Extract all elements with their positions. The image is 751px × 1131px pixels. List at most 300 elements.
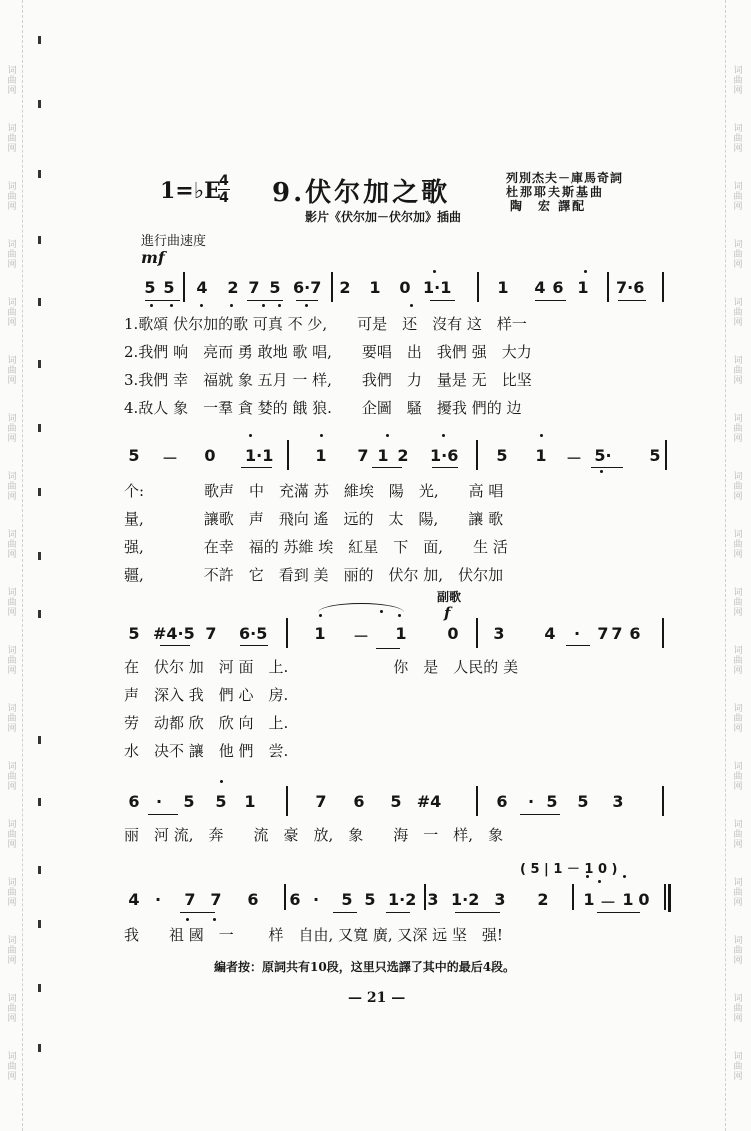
margin-watermark <box>733 298 743 328</box>
jianpu-note: #4·5 <box>153 624 195 643</box>
lyric-line: 个: 歌声 中 充滿 苏 維埃 陽 光, 高 唱 <box>124 482 504 500</box>
margin-watermark-char: 词 <box>733 66 743 76</box>
margin-watermark-char: 网 <box>7 840 17 850</box>
beam-line <box>618 300 646 301</box>
scan-mark <box>38 798 41 806</box>
margin-watermark-char: 网 <box>733 1072 743 1082</box>
jianpu-note: #4 <box>416 792 442 811</box>
scan-mark <box>38 424 41 432</box>
octave-dot <box>186 918 189 921</box>
margin-watermark <box>7 646 17 676</box>
jianpu-note: 1 <box>315 446 327 465</box>
octave-dot <box>600 470 603 473</box>
margin-watermark-char: 网 <box>733 144 743 154</box>
margin-watermark-char: 词 <box>733 1052 743 1062</box>
jianpu-note: 5 <box>546 792 558 811</box>
margin-watermark-char: 网 <box>733 550 743 560</box>
jianpu-note: 6 <box>629 624 641 643</box>
beam-line <box>145 300 180 301</box>
margin-watermark-char: 网 <box>7 144 17 154</box>
jianpu-note: 5 <box>496 446 508 465</box>
jianpu-note: 7 <box>184 890 196 909</box>
lyric-line: 疆, 不許 它 看到 美 丽的 伏尔 加, 伏尔加 <box>124 566 504 584</box>
margin-watermark-char: 曲 <box>7 1004 17 1014</box>
lyric-line: 我 祖 國 一 样 自由, 又寬 廣, 又深 远 坚 强! <box>124 926 503 944</box>
time-top: 4 <box>219 173 229 189</box>
jianpu-note: 6 <box>128 792 140 811</box>
jianpu-note: 0 <box>204 446 216 465</box>
margin-watermark-char: 词 <box>733 820 743 830</box>
margin-watermark <box>733 646 743 676</box>
jianpu-note: · <box>573 624 581 643</box>
jianpu-note: · <box>527 792 535 811</box>
margin-watermark-char: 网 <box>733 608 743 618</box>
lyric-line: 强, 在幸 福的 苏維 埃 紅星 下 面, 生 活 <box>124 538 508 556</box>
jianpu-note: 7 <box>205 624 217 643</box>
bar-line <box>286 786 288 816</box>
octave-dot <box>386 434 389 437</box>
margin-watermark-char: 曲 <box>7 830 17 840</box>
margin-watermark <box>733 820 743 850</box>
margin-watermark-char: 网 <box>733 434 743 444</box>
margin-watermark <box>733 588 743 618</box>
scan-mark <box>38 866 41 874</box>
jianpu-note: 5 <box>390 792 402 811</box>
jianpu-note: 0 <box>638 890 650 909</box>
margin-watermark <box>7 414 17 444</box>
margin-watermark-char: 网 <box>7 260 17 270</box>
jianpu-note: · <box>312 890 320 909</box>
jianpu-note: 1 <box>622 890 634 909</box>
margin-watermark-char: 曲 <box>733 830 743 840</box>
margin-watermark-char: 网 <box>7 492 17 502</box>
scan-mark <box>38 360 41 368</box>
beam-line <box>180 912 215 913</box>
octave-dot <box>623 875 626 878</box>
margin-watermark <box>733 356 743 386</box>
margin-watermark-char: 网 <box>7 376 17 386</box>
octave-dot <box>220 780 223 783</box>
time-bottom: 4 <box>219 190 229 206</box>
margin-watermark <box>733 472 743 502</box>
margin-watermark-char: 曲 <box>7 598 17 608</box>
beam-line <box>240 645 268 646</box>
margin-watermark-char: 曲 <box>7 308 17 318</box>
margin-watermark-char: 曲 <box>733 1062 743 1072</box>
margin-watermark-char: 曲 <box>7 366 17 376</box>
margin-watermark-char: 曲 <box>7 482 17 492</box>
margin-watermark-char: 网 <box>7 318 17 328</box>
margin-watermark-char: 曲 <box>7 888 17 898</box>
scan-mark <box>38 100 41 108</box>
final-bar <box>668 884 671 912</box>
lyric-line: 在 伏尔 加 河 面 上. 你 是 人民的 美 <box>124 658 519 676</box>
bar-line <box>665 440 667 470</box>
margin-watermark-char: 词 <box>7 530 17 540</box>
margin-watermark-char: 词 <box>733 182 743 192</box>
beam-line <box>247 300 283 301</box>
bar-line <box>662 272 664 302</box>
margin-watermark-char: 曲 <box>7 772 17 782</box>
scan-mark <box>38 610 41 618</box>
margin-watermark-char: 网 <box>733 840 743 850</box>
jianpu-note: 5 <box>364 890 376 909</box>
scan-mark <box>38 984 41 992</box>
margin-watermark-char: 词 <box>7 936 17 946</box>
jianpu-note: 1 <box>497 278 509 297</box>
margin-watermark-char: 曲 <box>733 772 743 782</box>
margin-watermark <box>7 298 17 328</box>
margin-watermark-char: 曲 <box>733 424 743 434</box>
margin-watermark-char: 曲 <box>7 424 17 434</box>
margin-watermark-char: 词 <box>7 994 17 1004</box>
octave-dot <box>305 304 308 307</box>
scan-mark <box>38 736 41 744</box>
margin-watermark-char: 网 <box>733 1014 743 1024</box>
jianpu-note: 1·2 <box>451 890 480 909</box>
margin-watermark-char: 曲 <box>733 134 743 144</box>
octave-dot <box>320 434 323 437</box>
margin-watermark-char: 词 <box>733 356 743 366</box>
margin-watermark <box>7 936 17 966</box>
jianpu-note: 5 <box>649 446 661 465</box>
jianpu-note: 5 <box>341 890 353 909</box>
margin-watermark-char: 曲 <box>733 540 743 550</box>
lyric-line: 声 深入 我 們 心 房. <box>124 686 289 704</box>
margin-watermark-char: 网 <box>733 724 743 734</box>
song-title: 9.伏尔加之歌 <box>272 178 451 208</box>
margin-watermark-char: 词 <box>733 240 743 250</box>
jianpu-note: 1·6 <box>430 446 459 465</box>
jianpu-note: 5 <box>128 624 140 643</box>
margin-watermark-char: 曲 <box>7 946 17 956</box>
margin-watermark-char: 词 <box>7 762 17 772</box>
margin-watermark-char: 曲 <box>7 134 17 144</box>
jianpu-note: 3 <box>612 792 624 811</box>
margin-watermark-char: 网 <box>733 898 743 908</box>
lyric-line: 4.敌人 象 一羣 貪 婪的 餓 狼. 企圖 騷 擾我 們的 边 <box>124 399 522 417</box>
beam-line <box>333 912 357 913</box>
jianpu-note: 0 <box>399 278 411 297</box>
bar-line <box>331 272 333 302</box>
margin-watermark <box>733 994 743 1024</box>
margin-watermark-char: 词 <box>733 530 743 540</box>
time-signature <box>216 174 232 205</box>
lyric-line: 劳 动都 欣 欣 向 上. <box>124 714 289 732</box>
octave-dot <box>598 880 601 883</box>
margin-watermark-char: 曲 <box>7 656 17 666</box>
jianpu-note: 7·6 <box>616 278 645 297</box>
credit-lyricist: 列別杰夫－庫馬奇詞 <box>506 171 624 185</box>
margin-watermark-char: 词 <box>7 1052 17 1062</box>
jianpu-note: 1 <box>369 278 381 297</box>
jianpu-note: 7 <box>357 446 369 465</box>
jianpu-note: 1 <box>314 624 326 643</box>
octave-dot <box>584 270 587 273</box>
margin-watermark <box>7 356 17 386</box>
dynamic-mf: mf <box>141 248 165 267</box>
margin-watermark <box>7 820 17 850</box>
margin-watermark-char: 曲 <box>733 1004 743 1014</box>
octave-dot <box>410 304 413 307</box>
octave-dot <box>200 304 203 307</box>
bar-line <box>287 440 289 470</box>
bar-line <box>476 786 478 816</box>
margin-watermark-char: 网 <box>7 666 17 676</box>
margin-watermark <box>733 1052 743 1082</box>
bar-line <box>662 786 664 816</box>
lyric-line: 丽 河 流, 奔 流 豪 放, 象 海 一 样, 象 <box>124 826 504 844</box>
scan-mark <box>38 488 41 496</box>
margin-watermark <box>7 530 17 560</box>
bar-line <box>183 272 185 302</box>
jianpu-note: 2 <box>227 278 239 297</box>
margin-watermark-char: 词 <box>7 182 17 192</box>
margin-watermark <box>733 124 743 154</box>
margin-watermark-char: 词 <box>733 472 743 482</box>
jianpu-note: 6·5 <box>239 624 268 643</box>
credits <box>506 171 666 213</box>
margin-watermark-char: 网 <box>7 898 17 908</box>
margin-watermark-char: 曲 <box>733 76 743 86</box>
margin-watermark <box>733 530 743 560</box>
margin-watermark-char: 曲 <box>733 366 743 376</box>
jianpu-note: 5 <box>128 446 140 465</box>
margin-watermark-char: 网 <box>733 202 743 212</box>
credit-composer: 杜那耶夫斯基曲 <box>506 185 605 199</box>
jianpu-note: 7 <box>597 624 609 643</box>
margin-watermark-char: 网 <box>733 376 743 386</box>
scan-mark <box>38 1044 41 1052</box>
jianpu-note: 6 <box>247 890 259 909</box>
key-signature <box>160 178 221 204</box>
margin-watermark-char: 网 <box>7 724 17 734</box>
margin-watermark-char: 网 <box>733 782 743 792</box>
margin-watermark-char: 曲 <box>733 656 743 666</box>
bar-line <box>286 618 288 648</box>
lyric-line: 2.我們 响 亮而 勇 敢地 歌 唱, 要唱 出 我們 强 大力 <box>124 343 532 361</box>
jianpu-note: 6 <box>353 792 365 811</box>
jianpu-note: 7 <box>315 792 327 811</box>
bar-line <box>664 884 666 910</box>
jianpu-note: 5 <box>269 278 281 297</box>
margin-watermark <box>7 588 17 618</box>
beam-line <box>432 467 458 468</box>
margin-watermark-char: 词 <box>733 646 743 656</box>
margin-watermark-char: 网 <box>7 1014 17 1024</box>
margin-watermark-char: 词 <box>7 66 17 76</box>
margin-watermark-char: 网 <box>733 956 743 966</box>
tie-arc <box>318 603 404 622</box>
beam-line <box>566 645 590 646</box>
jianpu-note: 5 <box>577 792 589 811</box>
jianpu-note: 2 <box>537 890 549 909</box>
octave-dot <box>540 434 543 437</box>
jianpu-note: 3 <box>493 624 505 643</box>
margin-watermark-char: 词 <box>733 414 743 424</box>
margin-watermark-char: 网 <box>7 86 17 96</box>
beam-line <box>597 912 640 913</box>
jianpu-note: 0 <box>447 624 459 643</box>
beam-line <box>591 467 623 468</box>
beam-line <box>520 814 560 815</box>
margin-watermark-char: 词 <box>733 762 743 772</box>
octave-dot <box>249 434 252 437</box>
jianpu-note: － <box>161 449 178 468</box>
margin-watermark-char: 曲 <box>7 192 17 202</box>
margin-watermark <box>733 936 743 966</box>
bar-line <box>662 618 664 648</box>
margin-watermark-char: 曲 <box>733 192 743 202</box>
margin-watermark <box>7 704 17 734</box>
margin-watermark <box>733 414 743 444</box>
footnote: 編者按：原詞共有10段，这里只选譯了其中的最后4段。 <box>214 960 516 974</box>
jianpu-note: 1 <box>377 446 389 465</box>
lyric-line: 水 决不 讓 他 們 尝. <box>124 742 289 760</box>
beam-line <box>372 467 402 468</box>
margin-watermark-char: 曲 <box>733 714 743 724</box>
jianpu-note: 1·2 <box>388 890 417 909</box>
margin-watermark-char: 词 <box>733 588 743 598</box>
beam-line <box>241 467 272 468</box>
octave-dot <box>442 434 445 437</box>
key-text: 1=♭E <box>160 178 221 204</box>
margin-watermark-char: 词 <box>733 704 743 714</box>
margin-watermark-char: 网 <box>7 434 17 444</box>
margin-watermark <box>7 240 17 270</box>
scan-mark <box>38 920 41 928</box>
octave-dot <box>230 304 233 307</box>
margin-watermark-char: 网 <box>7 782 17 792</box>
bar-line <box>477 272 479 302</box>
margin-watermark-char: 曲 <box>7 1062 17 1072</box>
margin-watermark <box>733 878 743 908</box>
page-number: — 21 — <box>348 990 406 1006</box>
scan-mark <box>38 552 41 560</box>
jianpu-note: 6 <box>496 792 508 811</box>
beam-line <box>376 648 400 649</box>
margin-watermark <box>733 66 743 96</box>
margin-watermark-char: 词 <box>733 298 743 308</box>
jianpu-note: 5 <box>144 278 156 297</box>
bar-line <box>572 884 574 910</box>
dynamic-f: f <box>444 604 451 622</box>
jianpu-note: － <box>352 627 369 646</box>
margin-watermark <box>7 472 17 502</box>
scan-mark <box>38 170 41 178</box>
margin-watermark-char: 网 <box>7 608 17 618</box>
margin-watermark-char: 网 <box>733 260 743 270</box>
lyric-line: 量, 讓歌 声 飛向 遙 远的 太 陽, 讓 歌 <box>124 510 504 528</box>
margin-watermark-char: 词 <box>733 878 743 888</box>
tempo-marking: 進行曲速度 <box>141 234 207 249</box>
jianpu-note: 4 <box>196 278 208 297</box>
jianpu-note: 4 <box>128 890 140 909</box>
margin-watermark-char: 网 <box>7 1072 17 1082</box>
margin-watermark-char: 词 <box>7 588 17 598</box>
jianpu-note: 7 <box>210 890 222 909</box>
margin-watermark-char: 网 <box>733 492 743 502</box>
margin-watermark-char: 词 <box>7 356 17 366</box>
margin-watermark-char: 词 <box>733 936 743 946</box>
song-subtitle: 影片《伏尔加－伏尔加》插曲 <box>305 210 462 224</box>
margin-watermark-char: 曲 <box>733 888 743 898</box>
margin-watermark-char: 曲 <box>733 946 743 956</box>
jianpu-note: 6 <box>552 278 564 297</box>
jianpu-note: 1·1 <box>245 446 274 465</box>
margin-watermark-char: 词 <box>7 240 17 250</box>
jianpu-note: 5· <box>594 446 612 465</box>
margin-watermark-char: 词 <box>7 124 17 134</box>
margin-watermark-char: 曲 <box>733 308 743 318</box>
margin-watermark-char: 网 <box>733 86 743 96</box>
jianpu-note: 4 <box>544 624 556 643</box>
bar-line <box>476 618 478 648</box>
bar-line <box>476 440 478 470</box>
beam-line <box>160 645 190 646</box>
octave-dot <box>262 304 265 307</box>
jianpu-note: 1 <box>535 446 547 465</box>
credit-translator: 陶 宏 譯配 <box>510 199 587 213</box>
margin-watermark-char: 网 <box>7 956 17 966</box>
jianpu-note: 1 <box>583 890 595 909</box>
margin-watermark-char: 词 <box>7 878 17 888</box>
jianpu-note: 6 <box>289 890 301 909</box>
jianpu-note: 7 <box>248 278 260 297</box>
beam-line <box>455 912 500 913</box>
beam-line <box>386 912 410 913</box>
margin-watermark-char: 曲 <box>7 250 17 260</box>
octave-dot <box>213 918 216 921</box>
jianpu-note: 6·7 <box>293 278 322 297</box>
margin-watermark-char: 词 <box>7 820 17 830</box>
margin-watermark <box>7 994 17 1024</box>
margin-watermark-char: 曲 <box>7 76 17 86</box>
margin-watermark <box>7 762 17 792</box>
jianpu-note: 7 <box>611 624 623 643</box>
jianpu-note: 1·1 <box>423 278 452 297</box>
beam-line <box>148 814 178 815</box>
margin-watermark <box>7 66 17 96</box>
bar-line <box>607 272 609 302</box>
bar-line <box>284 884 286 910</box>
margin-watermark-char: 网 <box>733 666 743 676</box>
jianpu-note: 1 <box>244 792 256 811</box>
octave-dot <box>170 304 173 307</box>
jianpu-note: 5 <box>183 792 195 811</box>
scan-mark <box>38 236 41 244</box>
margin-watermark-char: 词 <box>733 124 743 134</box>
octave-dot <box>278 304 281 307</box>
margin-watermark-char: 网 <box>7 202 17 212</box>
jianpu-note: · <box>154 890 162 909</box>
margin-watermark <box>7 182 17 212</box>
scan-mark <box>38 298 41 306</box>
jianpu-note: 4 <box>534 278 546 297</box>
margin-watermark-char: 曲 <box>733 482 743 492</box>
jianpu-note: 3 <box>494 890 506 909</box>
margin-watermark-char: 词 <box>7 472 17 482</box>
margin-watermark-char: 词 <box>733 994 743 1004</box>
margin-watermark-char: 词 <box>7 414 17 424</box>
margin-watermark <box>733 762 743 792</box>
margin-watermark-char: 曲 <box>733 598 743 608</box>
margin-watermark-char: 词 <box>7 646 17 656</box>
margin-watermark <box>733 704 743 734</box>
margin-watermark <box>733 240 743 270</box>
jianpu-note: － <box>599 893 616 912</box>
scan-mark <box>38 36 41 44</box>
